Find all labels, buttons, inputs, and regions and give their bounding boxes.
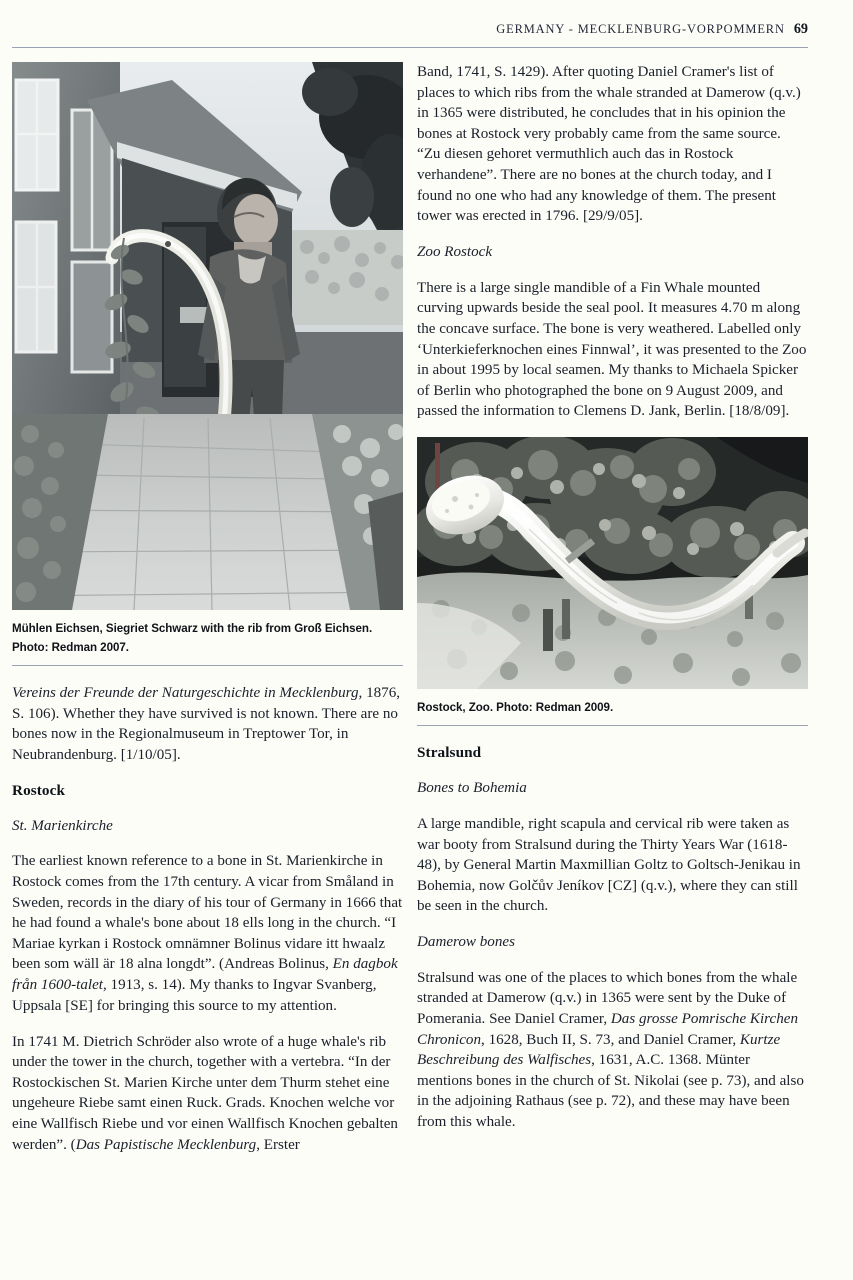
left-column: [12, 62, 403, 1155]
paragraph-part-a: The earliest known reference to a bone in St. Marienkirche in Rostock comes from the 17th century. A vicar from Småland in Sweden, records in the diary of his tour of Germany in 1666 that he had found a whale's bone about 18 ells long in the church. “I Mariae kyrkan i Rostock omnämner Bolinus vidare itt hwaalz been som wäll är 18 alna longdt”. (Andreas Bolinus,: [12, 853, 403, 973]
photo-whale-mandible: [417, 437, 808, 689]
figure-caption-right: Rostock, Zoo. Photo: Redman 2009.: [417, 701, 614, 715]
paragraph-part-a: Stralsund was one of the places to which bones from the whale stranded at Damerow (q.v.) in 1365 were sent by the Duke of Pomerania. See Daniel Cramer,: [417, 969, 798, 1028]
heading-stralsund: Stralsund: [417, 744, 482, 762]
header-rule: [12, 47, 808, 48]
italic-title-dagbok: En dagbok från 1600-talet: [12, 956, 398, 993]
paragraph-part-c: , Erster: [256, 1136, 300, 1153]
caption-rule-left: [12, 665, 403, 666]
photo-woman-with-rib: [12, 62, 403, 610]
paragraph-band-1741: Band, 1741, S. 1429). After quoting Daniel Cramer's list of places to which ribs from the whale stranded at Damerow (q.v.) in 1365 were distributed, he concludes that in his opinion the bones at Rostock very probably came from the same source. “Zu diesen gehoret vermuthlich auch das in Rostock verhandene”. There are no bones at the church today, and I found no one who had any knowledge of them. The present tower was erected in 1796. [29/9/05].: [417, 64, 801, 225]
paragraph-fin-whale-mandible: There is a large single mandible of a Fin Whale mounted curving upwards beside the seal pool. It measures 4.70 m along the concave surface. The bone is very weathered. Labelled only ‘Unterkieferknochen eines Finnwal’, it was presented to the Zoo in about 1995 by local seamen. My thanks to Michaela Spicker of Berlin who photographed the bone on 9 August 2009, and passed the information to Clemens D. Jank, Berlin. [18/8/09].: [417, 279, 807, 420]
italic-title-chronicon: Das grosse Pomrische Kirchen Chronicon: [417, 1011, 798, 1048]
paragraph-part-e: , 1631, A.C. 1368. Münter mentions bones in the church of St. Nikolai (see p. 73), and also in the adjoining Rathaus (see p. 72), and these may have been from this whale.: [417, 1052, 804, 1131]
subheading-zoo-rostock: Zoo Rostock: [417, 244, 493, 261]
paragraph-part-c: , 1913, s. 14). My thanks to Ingvar Svanberg, Uppsala [SE] for bringing this source to my attention.: [12, 976, 377, 1014]
figure-caption-left: Mühlen Eichsen, Siegriet Schwarz with the rib from Groß Eichsen. Photo: Redman 2007.: [12, 622, 373, 654]
page-number: 69: [793, 21, 808, 37]
paragraph-continued-text: 1876, S. 106). Whether they have survived is not known. There are no bones now in the Regionalmuseum in Treptower Tor, in Neubrandenburg. [1/10/05].: [12, 685, 401, 763]
italic-citation-vereins: Vereins der Freunde der Naturgeschichte in Mecklenburg,: [12, 685, 363, 701]
subheading-bones-to-bohemia: Bones to Bohemia: [417, 780, 527, 797]
italic-title-kurtze: Kurtze Beschreibung des Walfisches: [417, 1031, 781, 1069]
paragraph-part-a: In 1741 M. Dietrich Schröder also wrote of a huge whale's rib under the tower in the church, together with a vertebra. “In der Rostockischen St. Marien Kirche unter dem Thurm stehet eine ungeheure Riebe samt einen Ruck. Grads. Knochen welche vor eine Wallfisch Riebe und vor einen Wallfisch Knochen gebalten werden”. (: [12, 1033, 398, 1153]
right-column: [417, 62, 808, 1133]
figure-muehlen-eichsen: [12, 62, 403, 666]
running-head: [12, 20, 808, 46]
heading-rostock: Rostock: [12, 781, 66, 799]
subheading-damerow-bones: Damerow bones: [417, 934, 515, 951]
italic-title-papistische: Das Papistische Mecklenburg: [75, 1136, 257, 1153]
running-head-title: GERMANY - MECKLENBURG-VORPOMMERN: [496, 22, 785, 36]
paragraph-schroeder-1741: [12, 1032, 403, 1156]
subheading-st-marienkirche: St. Marienkirche: [12, 817, 113, 834]
paragraph-continued-vereins: [12, 683, 403, 765]
paragraph-war-booty: A large mandible, right scapula and cervical rib were taken as war booty from Stralsund during the Thirty Years War (1618-48), by General Martin Maxmillian Goltz to Goltsch-Jenikau in Bohemia, now Golčův Jeníkov [CZ] (q.v.), where they can still be seen in the church.: [417, 815, 801, 915]
paragraph-damerow-stralsund: [417, 968, 808, 1133]
caption-rule-right: [417, 725, 808, 726]
paragraph-part-c: , 1628, Buch II, S. 73, and Daniel Cramer,: [481, 1031, 740, 1048]
figure-rostock-zoo: [417, 437, 808, 726]
paragraph-marienkirche-earliest: [12, 851, 403, 1016]
